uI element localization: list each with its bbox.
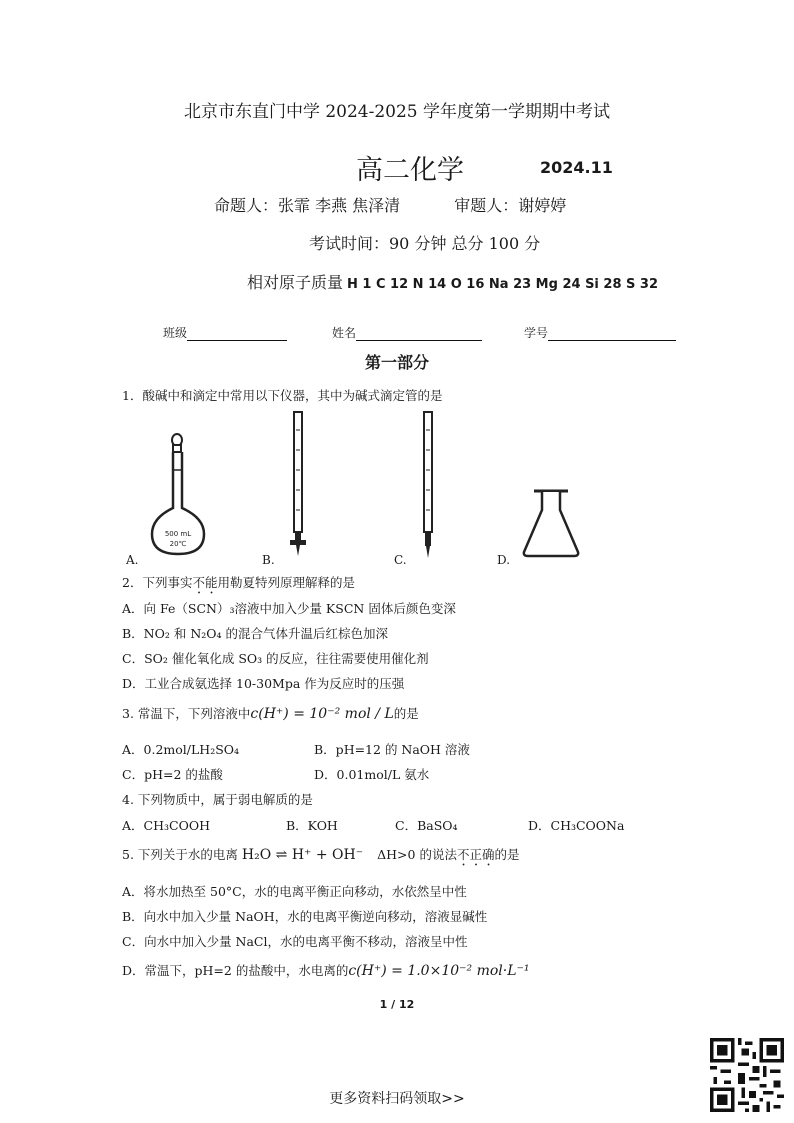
question-2-option-a: A．向 Fe（SCN）₃溶液中加入少量 KSCN 固体后颜色变深	[122, 601, 456, 616]
question-5-emphasis: 不正确	[456, 847, 495, 862]
question-3-option-b: B．pH=12 的 NaOH 溶液	[314, 742, 470, 757]
question-5-option-d	[122, 961, 530, 979]
question-2-option-c: C．SO₂ 催化氧化成 SO₃ 的反应，往往需要使用催化剂	[122, 651, 429, 666]
question-5-option-d-formula: c(H⁺) = 1.0×10⁻² mol·L⁻¹	[348, 963, 530, 979]
base-burette-image	[416, 410, 440, 560]
option-b-label: B.	[262, 553, 275, 567]
question-2-option-b: B．NO₂ 和 N₂O₄ 的混合气体升温后红棕色加深	[122, 626, 389, 641]
question-2-pre: 2．下列事实	[122, 575, 193, 590]
question-5-option-b: B．向水中加入少量 NaOH，水的电离平衡逆向移动，溶液显碱性	[122, 909, 488, 924]
flask-capacity-label: 500 mL	[164, 530, 192, 538]
subject-title: 高二化学	[356, 155, 464, 186]
question-4-option-a: A．CH₃COOH	[122, 818, 210, 833]
question-3-option-a: A．0.2mol/LH₂SO₄	[122, 742, 240, 757]
name-blank[interactable]	[356, 328, 482, 341]
acid-burette-image	[286, 410, 310, 560]
question-5-option-a: A．将水加热至 50°C，水的电离平衡正向移动，水依然呈中性	[122, 884, 467, 899]
reviewer: 审题人：谢婷婷	[454, 196, 567, 215]
question-3-pre: 3. 常温下，下列溶液中	[122, 706, 251, 721]
class-field[interactable]	[163, 324, 287, 341]
question-3-post: 的是	[393, 706, 419, 721]
exam-time: 考试时间：90 分钟 总分 100 分	[309, 234, 541, 253]
class-blank[interactable]	[187, 328, 287, 341]
volumetric-flask-image	[146, 430, 210, 560]
atomic-mass-values: H 1 C 12 N 14 O 16 Na 23 Mg 24 Si 28 S 32	[347, 277, 659, 292]
question-5-delta-h: ΔH>0 的说法	[377, 847, 457, 862]
question-4-option-d: D．CH₃COONa	[528, 818, 625, 833]
id-blank[interactable]	[548, 328, 676, 341]
question-4-option-b: B．KOH	[286, 818, 338, 833]
exam-date: 2024.11	[540, 158, 613, 177]
question-5-post: 的是	[494, 847, 520, 862]
question-4: 4. 下列物质中，属于弱电解质的是	[122, 792, 313, 807]
atomic-mass-label: 相对原子质量	[247, 273, 344, 292]
option-c-label: C.	[394, 553, 407, 567]
page-number: 1 / 12	[379, 998, 415, 1011]
question-4-option-c: C．BaSO₄	[395, 818, 458, 833]
question-2-post: 用勒夏特列原理解释的是	[217, 575, 355, 590]
question-3-option-d: D．0.01mol/L 氨水	[314, 767, 430, 782]
question-5-option-c: C．向水中加入少量 NaCl，水的电离平衡不移动，溶液呈中性	[122, 934, 468, 949]
question-3	[122, 704, 419, 722]
conical-flask-image	[520, 488, 582, 560]
class-label: 班级	[163, 326, 188, 340]
atomic-mass-line	[247, 270, 658, 293]
flask-temp-label: 20℃	[169, 540, 187, 548]
question-2	[122, 573, 355, 597]
question-authors: 命题人：张霏 李燕 焦泽清	[214, 196, 401, 215]
question-3-option-c: C．pH=2 的盐酸	[122, 767, 223, 782]
authors-line	[214, 193, 566, 216]
exam-title: 北京市东直门中学 2024-2025 学年度第一学期期中考试	[183, 102, 611, 122]
name-label: 姓名	[332, 326, 357, 340]
question-5	[122, 845, 519, 869]
question-1: 1．酸碱中和滴定中常用以下仪器，其中为碱式滴定管的是	[122, 388, 443, 403]
id-label: 学号	[524, 326, 549, 340]
option-d-label: D.	[497, 553, 511, 567]
part-title: 第一部分	[364, 353, 429, 372]
footer-text[interactable]: 更多资料扫码领取>>	[329, 1091, 465, 1107]
question-5-equation: H₂O ⇌ H⁺ + OH⁻	[241, 847, 364, 863]
id-field[interactable]	[524, 324, 676, 341]
name-field[interactable]	[332, 324, 482, 341]
question-5-pre: 5. 下列关于水的电离	[122, 847, 238, 862]
question-2-emphasis: 不能	[192, 575, 218, 590]
option-a-label: A.	[126, 553, 139, 567]
question-3-formula: c(H⁺) = 10⁻² mol / L	[250, 706, 394, 722]
question-5-option-d-text: D．常温下，pH=2 的盐酸中，水电离的	[122, 963, 349, 978]
question-2-option-d: D．工业合成氨选择 10-30Mpa 作为反应时的压强	[122, 676, 405, 691]
